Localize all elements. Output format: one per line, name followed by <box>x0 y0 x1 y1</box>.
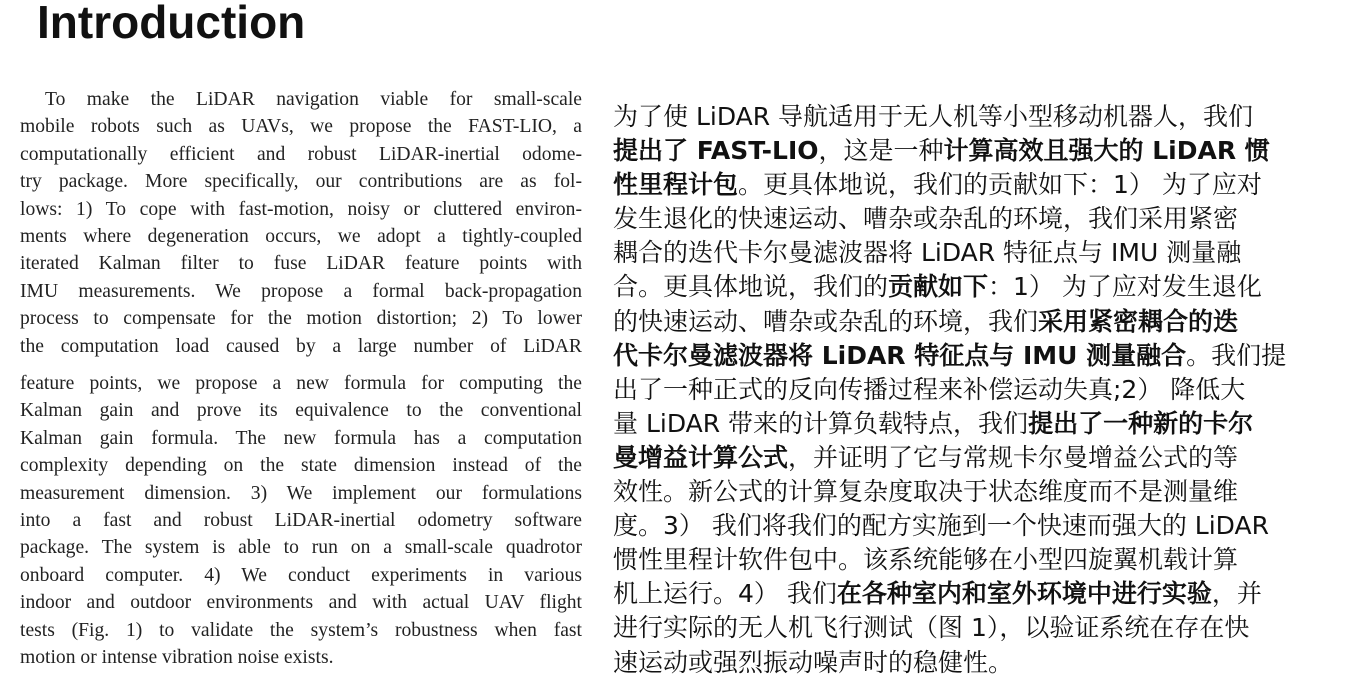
chinese-bold-segment: 曼增益计算公式 <box>613 442 789 472</box>
english-line: the computation load caused by a large number of LiDAR <box>20 335 582 357</box>
english-line: onboard computer. 4) We conduct experiments in various <box>20 564 582 586</box>
chinese-line <box>613 407 1325 441</box>
chinese-segment: 耦合的迭代卡尔曼滤波器将 LiDAR 特征点与 IMU 测量融 <box>613 238 1242 268</box>
chinese-segment: 惯性里程计软件包中。该系统能够在小型四旋翼机载计算 <box>613 545 1239 575</box>
chinese-bold-segment: 提出了一种新的卡尔 <box>1028 408 1254 438</box>
english-line: computationally efficient and robust LiDAR-inertial odome- <box>20 143 582 165</box>
chinese-segment: ，这是一种 <box>818 136 944 166</box>
chinese-line <box>613 305 1325 339</box>
chinese-segment: 进行实际的无人机飞行测试（图 1），以验证系统在存在快 <box>613 613 1250 643</box>
chinese-segment: 出了一种正式的反向传播过程来补偿运动失真;2） 降低大 <box>613 374 1246 404</box>
english-line: Kalman gain formula. The new formula has a computation <box>20 427 582 449</box>
chinese-line <box>613 339 1325 373</box>
english-line: try package. More specifically, our contributions are as fol- <box>20 171 582 193</box>
chinese-bold-segment: 性里程计包 <box>613 170 739 200</box>
chinese-segment: 度。3） 我们将我们的配方实施到一个快速而强大的 LiDAR <box>613 511 1269 541</box>
english-line: tests (Fig. 1) to validate the system’s robustness when fast <box>20 619 582 641</box>
chinese-line <box>613 509 1325 543</box>
english-line: To make the LiDAR navigation viable for small-scale <box>45 89 582 110</box>
chinese-line <box>613 611 1325 645</box>
chinese-segment: ：1） 为了应对发生退化 <box>988 272 1262 302</box>
english-paragraph-part-1 <box>20 86 582 360</box>
english-line: complexity depending on the state dimension instead of the <box>20 455 582 477</box>
english-line: indoor and outdoor environments and with actual UAV flight <box>20 592 582 614</box>
chinese-bold-segment: 计算高效且强大的 LiDAR 惯 <box>943 136 1270 166</box>
english-line: iterated Kalman filter to fuse LiDAR feature points with <box>20 253 582 275</box>
english-line: feature points, we propose a new formula for computing the <box>20 373 582 394</box>
chinese-bold-segment: 在各种室内和室外环境中进行实验 <box>836 579 1212 609</box>
chinese-line <box>613 236 1325 270</box>
chinese-line <box>613 441 1325 475</box>
chinese-line <box>613 577 1325 611</box>
chinese-line <box>613 646 1325 680</box>
chinese-line <box>613 134 1325 168</box>
chinese-segment: 合。更具体地说，我们的 <box>613 272 889 302</box>
english-line: mobile robots such as UAVs, we propose the FAST-LIO, a <box>20 116 582 138</box>
chinese-segment: 发生退化的快速运动、嘈杂或杂乱的环境，我们采用紧密 <box>613 204 1239 234</box>
chinese-segment: 。更具体地说，我们的贡献如下：1） 为了应对 <box>738 170 1262 200</box>
chinese-segment: 效性。新公式的计算复杂度取决于状态维度而不是测量维 <box>613 477 1239 507</box>
chinese-segment: 量 LiDAR 带来的计算负载特点，我们 <box>613 408 1029 438</box>
chinese-bold-segment: 提出了 FAST-LIO <box>613 136 819 166</box>
english-line: measurement dimension. 3) We implement our formulations <box>20 482 582 504</box>
english-paragraph-part-2 <box>20 370 582 671</box>
chinese-segment: 的快速运动、嘈杂或杂乱的环境，我们 <box>613 306 1039 336</box>
chinese-line <box>613 373 1325 407</box>
chinese-line <box>613 475 1325 509</box>
english-line: Kalman gain and prove its equivalence to the conventional <box>20 400 582 422</box>
english-line: package. The system is able to run on a small-scale quadrotor <box>20 537 582 559</box>
section-title: Introduction <box>37 0 306 48</box>
chinese-line <box>613 202 1325 236</box>
chinese-line <box>613 270 1325 304</box>
english-line: IMU measurements. We propose a formal back-propagation <box>20 280 582 302</box>
chinese-segment: 为了使 LiDAR 导航适用于无人机等小型移动机器人，我们 <box>613 102 1254 131</box>
chinese-line <box>613 168 1325 202</box>
english-line: process to compensate for the motion distortion; 2) To lower <box>20 308 582 330</box>
chinese-segment: ，并证明了它与常规卡尔曼增益公式的等 <box>788 442 1239 472</box>
english-line: ments where degeneration occurs, we adopt a tightly-coupled <box>20 226 582 248</box>
english-line: motion or intense vibration noise exists. <box>20 647 334 669</box>
english-line: into a fast and robust LiDAR-inertial odometry software <box>20 510 582 532</box>
chinese-segment: 。我们提 <box>1186 340 1287 370</box>
chinese-bold-segment: 贡献如下 <box>888 272 989 302</box>
chinese-translation-paragraph <box>613 100 1325 680</box>
chinese-segment: ，并 <box>1211 579 1262 609</box>
chinese-line <box>613 543 1325 577</box>
chinese-segment: 速运动或强烈振动噪声时的稳健性。 <box>613 647 1014 677</box>
chinese-line <box>613 100 1325 134</box>
chinese-bold-segment: 采用紧密耦合的迭 <box>1038 306 1239 336</box>
chinese-segment: 机上运行。4） 我们 <box>613 579 837 609</box>
english-line: lows: 1) To cope with fast-motion, noisy or cluttered environ- <box>20 198 582 220</box>
chinese-bold-segment: 代卡尔曼滤波器将 LiDAR 特征点与 IMU 测量融合 <box>613 340 1187 370</box>
